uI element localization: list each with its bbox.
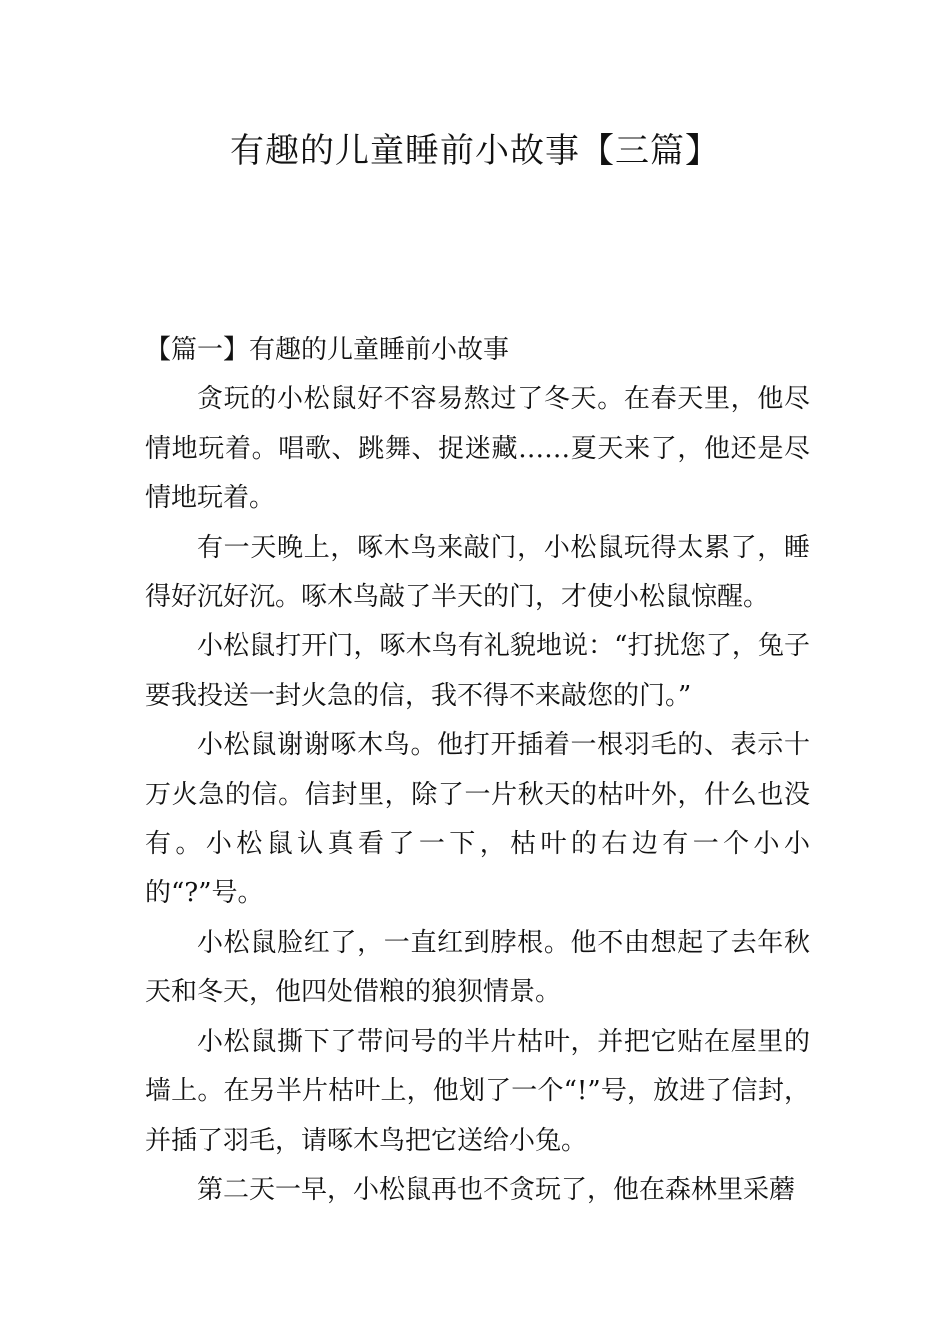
paragraph-4: 小松鼠谢谢啄木鸟。他打开插着一根羽毛的、表示十万火急的信。信封里，除了一片秋天的枯叶外，什么也没有。小松鼠认真看了一下，枯叶的右边有一个小小的“?”号。 — [145, 730, 810, 909]
section-heading: 【篇一】有趣的儿童睡前小故事 — [145, 335, 510, 365]
paragraph-1: 贪玩的小松鼠好不容易熬过了冬天。在春天里，他尽情地玩着。唱歌、跳舞、捉迷藏……夏天来了，他还是尽情地玩着。 — [145, 384, 810, 514]
document-title: 有趣的儿童睡前小故事【三篇】 — [230, 131, 720, 171]
document-body — [145, 326, 810, 1215]
paragraph-6: 小松鼠撕下了带问号的半片枯叶，并把它贴在屋里的墙上。在另半片枯叶上，他划了一个“!”号，放进了信封，并插了羽毛，请啄木鸟把它送给小兔。 — [145, 1026, 810, 1156]
paragraph-7: 第二天一早，小松鼠再也不贪玩了，他在森林里采蘑 — [197, 1174, 796, 1205]
paragraph-3: 小松鼠打开门，啄木鸟有礼貌地说：“打扰您了，兔子要我投送一封火急的信，我不得不来敲您的门。” — [145, 631, 810, 711]
paragraph-2: 有一天晚上，啄木鸟来敲门，小松鼠玩得太累了，睡得好沉好沉。啄木鸟敲了半天的门，才使小松鼠惊醒。 — [145, 532, 810, 613]
paragraph-5: 小松鼠脸红了，一直红到脖根。他不由想起了去年秋天和冬天，他四处借粮的狼狈情景。 — [145, 927, 810, 1008]
